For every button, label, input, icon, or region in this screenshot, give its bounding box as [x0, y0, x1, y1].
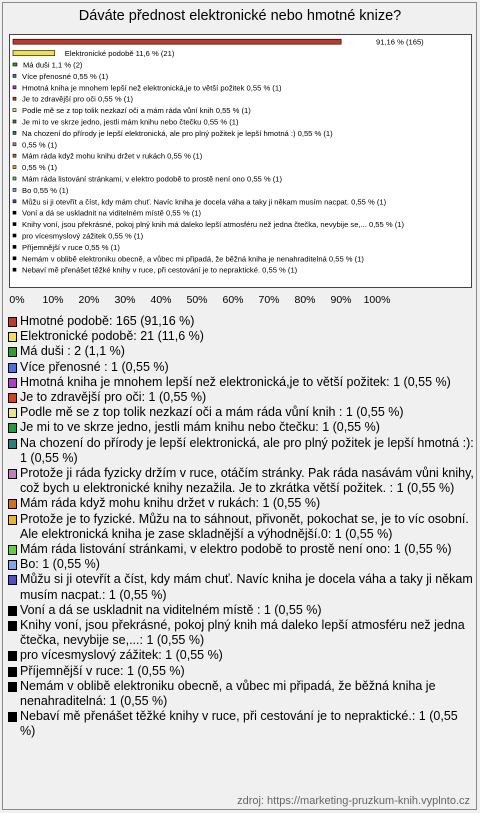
legend-item — [8, 436, 474, 466]
x-tick-label: 70% — [258, 294, 280, 306]
legend-item — [8, 618, 474, 648]
legend-text: Můžu si ji otevřít a číst, kdy mám chuť. Navíc kniha je docela váha a taky ji někam musím nacpat.: 1 (0,55 %) — [20, 572, 473, 602]
bar-label-7: Je mi to ve skrze jedno, jestli mám knihu nebo čtečku 0,55 % (1) — [22, 117, 239, 127]
legend-text: Mám ráda když mohu knihu držet v rukách: 1 (0,55 %) — [20, 496, 321, 511]
legend-text: Bo: 1 (0,55 %) — [20, 557, 100, 572]
legend-item — [8, 603, 474, 618]
x-tick-label: 30% — [114, 294, 136, 306]
x-tick-label: 40% — [150, 294, 172, 306]
legend-item — [8, 405, 474, 420]
bar-6 — [13, 109, 16, 112]
bar-18 — [13, 245, 16, 248]
legend-item — [8, 648, 474, 663]
bar-label-9: 0,55 % (1) — [22, 140, 58, 150]
bar-label-5: Je to zdravější pro oči 0,55 % (1) — [22, 94, 134, 104]
legend-text: Podle mě se z top tolik nezkazí oči a mám ráda vůní knih : 1 (0,55 %) — [20, 405, 404, 420]
legend-item — [8, 557, 474, 572]
legend-item — [8, 542, 474, 557]
legend-text: Elektronické podobě: 21 (11,6 %) — [20, 329, 204, 344]
legend-swatch — [8, 499, 17, 509]
legend-item — [8, 344, 474, 359]
bar-label-14: Můžu si ji otevřít a číst, kdy mám chuť. Navíc kniha je docela váha a taky ji někam musím nacpat. 0,55 % (1) — [22, 197, 387, 207]
legend-item — [8, 375, 474, 390]
legend-text: Nebaví mě přenášet těžké knihy v ruce, při cestování je to nepraktické.: 1 (0,55 %) — [20, 709, 458, 739]
x-tick-label: 90% — [330, 294, 352, 306]
legend-text: Hmotné podobě: 165 (91,16 %) — [20, 314, 195, 328]
bar-9 — [13, 143, 16, 146]
legend-swatch — [8, 560, 17, 570]
bar-3 — [13, 74, 16, 77]
legend-item — [8, 329, 474, 344]
legend-text: Nemám v oblibě elektroniku obecně, a vůbec mi připadá, že běžná kniha je nenahraditelná: 1 (0,55 %) — [20, 678, 436, 709]
legend-swatch — [8, 606, 17, 616]
legend-item — [8, 466, 474, 496]
x-tick-label: 50% — [186, 294, 208, 306]
bar-label-3: Více přenosné 0,55 % (1) — [22, 71, 109, 81]
legend-swatch — [8, 651, 17, 661]
x-tick-label: 60% — [222, 294, 244, 306]
bar-label-15: Voní a dá se uskladnit na viditelném místě 0,55 % (1) — [22, 208, 201, 218]
bar-label-6: Podle mě se z top tolik nezkazí oči a mám ráda vůní knih 0,55 % (1) — [22, 106, 251, 116]
x-tick-label: 0% — [9, 294, 25, 306]
legend-swatch — [8, 439, 17, 449]
bar-1 — [13, 51, 55, 56]
legend-swatch — [8, 515, 17, 525]
legend-swatch — [8, 621, 17, 631]
legend-text: Voní a dá se uskladnit na viditelném místě : 1 (0,55 %) — [20, 602, 322, 617]
legend-text: Knihy voní, jsou překrásné, pokoj plný knih má daleko lepší atmosféru než jedna čtečka, nevybije se,...: 1 (0,55 %) — [20, 618, 465, 648]
legend-item — [8, 709, 474, 739]
bar-label-1: Elektronické podobě 11,6 % (21) — [64, 49, 175, 59]
bar-label-17: pro vícesmyslový zážitek 0,55 % (1) — [22, 231, 144, 241]
x-tick-label: 20% — [78, 294, 100, 306]
bar-label-12: Mám ráda listování stránkami, v elektro podobě to prostě není ono 0,55 % (1) — [22, 174, 283, 184]
bar-19 — [13, 257, 16, 260]
legend-swatch — [8, 378, 17, 388]
legend-item — [8, 420, 474, 435]
bar-10 — [13, 154, 16, 157]
legend-item — [8, 572, 474, 602]
bar-label-16: Knihy voní, jsou překrásné, pokoj plný knih má daleko lepší atmosféru než jedna čtečka, nevybije se,... 0,55 % (1) — [22, 220, 405, 230]
x-tick-label: 100% — [363, 294, 391, 306]
x-axis — [0, 288, 480, 310]
legend-swatch — [8, 667, 17, 677]
legend-swatch — [8, 682, 17, 692]
chart-title: Dáváte přednost elektronické nebo hmotné knize? — [78, 8, 402, 24]
legend-text: Je to zdravější pro oči: 1 (0,55 %) — [20, 390, 207, 405]
legend-swatch — [8, 423, 17, 433]
bar-chart-svg — [10, 35, 471, 287]
legend-swatch — [8, 408, 17, 418]
legend-text: Má duši : 2 (1,1 %) — [20, 344, 125, 359]
bar-13 — [13, 188, 16, 191]
bar-label-2: Má duši 1,1 % (2) — [22, 60, 83, 70]
legend-swatch — [8, 712, 17, 722]
legend-text: Mám ráda listování stránkami, v elektro podobě to prostě není ono: 1 (0,55 %) — [20, 542, 452, 557]
source-note: zdroj: https://marketing-pruzkum-knih.vyplnto.cz — [237, 795, 470, 807]
bar-label-19: Nemám v oblibě elektroniku obecně, a vůbec mi připadá, že běžná kniha je nenahraditelná 0,55 % (1) — [22, 254, 364, 264]
legend-item — [8, 314, 474, 329]
bar-label-13: Bo 0,55 % (1) — [22, 185, 69, 195]
legend-text: Protože je to fyzické. Můžu na to sáhnout, přivonět, pokochat se, je to víc osobní. Ale elektronická kniha je zase skladnější a výhodnější.0: 1 (0,55 %) — [20, 511, 469, 541]
x-tick-label: 80% — [294, 294, 316, 306]
legend-text: Protože ji ráda fyzicky držím v ruce, otáčím stránky. Pak ráda nasávám vůni knihy, což bych u elektronické knihy nezažila. Je to zkrátka větší požitek. : 1 (0,55 %) — [20, 466, 474, 496]
legend-swatch — [8, 575, 17, 585]
plot-area — [9, 34, 472, 288]
bar-7 — [13, 120, 16, 123]
bar-0 — [13, 39, 341, 44]
legend-swatch — [8, 332, 17, 342]
bar-5 — [13, 97, 16, 100]
bar-2 — [13, 63, 17, 66]
bar-label-18: Příjemnější v ruce 0,55 % (1) — [22, 242, 120, 252]
legend-text: Příjemnější v ruce: 1 (0,55 %) — [20, 663, 185, 678]
legend-swatch — [8, 317, 17, 327]
legend-item — [8, 390, 474, 405]
legend-item — [8, 496, 474, 511]
legend-item — [8, 679, 474, 709]
legend-swatch — [8, 545, 17, 555]
bar-label-4: Hmotná kniha je mnohem lepší než elektronická,je to větší požitek 0,55 % (1) — [22, 83, 282, 93]
legend-swatch — [8, 469, 17, 479]
x-tick-label: 10% — [42, 294, 64, 306]
bar-label-20: Nebaví mě přenášet těžké knihy v ruce, při cestování je to nepraktické. 0,55 % (1) — [22, 265, 298, 275]
legend-swatch — [8, 393, 17, 403]
legend-swatch — [8, 347, 17, 357]
legend-text: Více přenosné : 1 (0,55 %) — [20, 359, 169, 374]
bar-label-11: 0,55 % (1) — [22, 163, 58, 173]
legend-item — [8, 360, 474, 375]
legend-text: Na chození do přírody je lepší elektronická, ale pro plný požitek je lepší hmotná :): 1 (0,55 %) — [20, 435, 474, 465]
legend — [8, 314, 474, 740]
bar-label-8: Na chození do přírody je lepší elektronická, ale pro plný požitek je lepší hmotná :) 0,55 % (1) — [22, 128, 333, 138]
bar-15 — [13, 211, 16, 214]
legend-text: pro vícesmyslový zážitek: 1 (0,55 %) — [20, 648, 223, 663]
bar-label-10: Mám ráda když mohu knihu držet v rukách 0,55 % (1) — [22, 151, 203, 161]
bar-12 — [13, 177, 16, 180]
bar-17 — [13, 234, 16, 237]
bar-20 — [13, 268, 16, 271]
bar-8 — [13, 131, 16, 134]
legend-text: Je mi to ve skrze jedno, jestli mám knihu nebo čtečku: 1 (0,55 %) — [20, 420, 380, 435]
legend-text: Hmotná kniha je mnohem lepší než elektronická,je to větší požitek: 1 (0,55 %) — [20, 374, 451, 389]
legend-item — [8, 512, 474, 542]
bar-16 — [13, 223, 16, 226]
legend-item — [8, 664, 474, 679]
bar-label-0: 91,16 % (165) — [376, 37, 424, 47]
bar-14 — [13, 200, 16, 203]
bar-11 — [13, 166, 16, 169]
bar-4 — [13, 86, 16, 89]
legend-swatch — [8, 363, 17, 373]
